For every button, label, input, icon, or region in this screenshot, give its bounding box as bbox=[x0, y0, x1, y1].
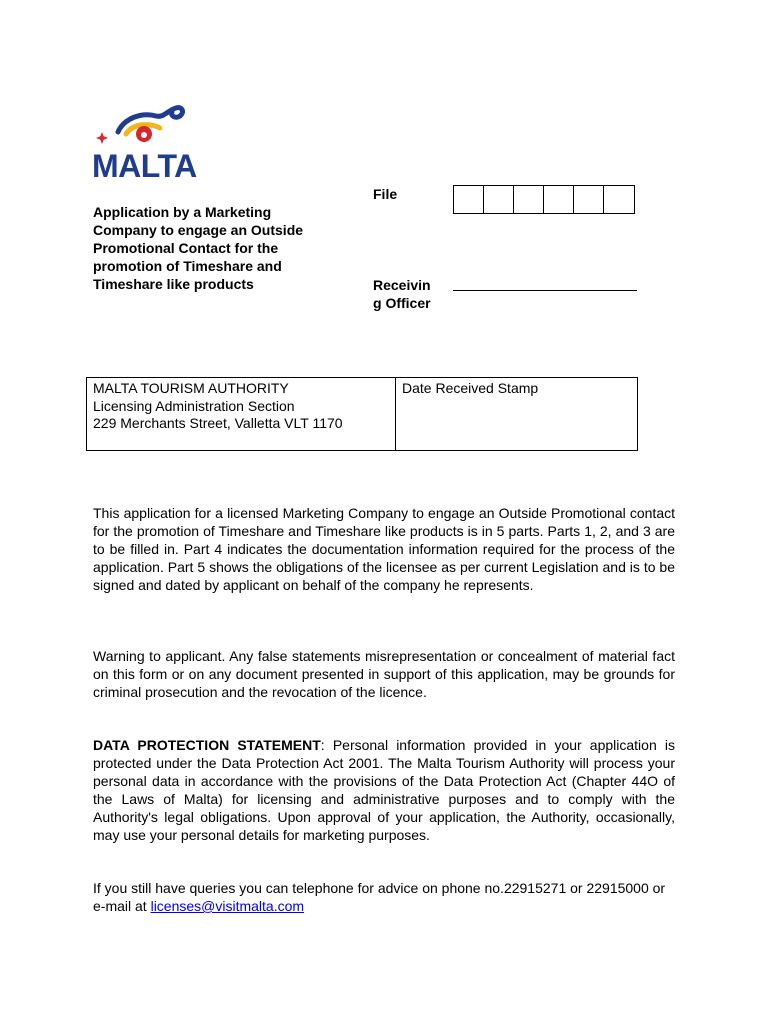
intro-paragraph: This application for a licensed Marketing Company to engage an Outside Promotional contact for the promotion of Timeshare and Timeshare like products is in 5 parts. Parts 1, 2, and 3 are to be filled in. Part 4 indicates the documentation information required for the process of the application. Part 5 shows the obligations of the licensee as per current Legislation and is to be signed and dated by applicant on behalf of the company he represents. bbox=[93, 505, 675, 593]
receiving-officer-label bbox=[373, 276, 445, 312]
contact-text: If you still have queries you can telephone for advice on phone no.22915271 or 22915000 or e-mail at bbox=[93, 880, 666, 914]
form-title-line: Timeshare like products bbox=[93, 276, 254, 292]
authority-section: Licensing Administration Section bbox=[93, 397, 295, 414]
form-title-line: Promotional Contact for the bbox=[93, 240, 279, 256]
receiving-officer-line[interactable] bbox=[453, 290, 637, 291]
data-protection-body: : Personal information provided in your application is protected under the Data Protection Act 2001. The Malta Tourism Authority will process your personal data in accordance with the provisions of the Data Protection Act (Chapter 44O of the Laws of Malta) for licensing and administrative purposes and to comply with the Authority's legal obligations. Upon approval of your application, the Authority, occasionally, may use your personal details for marketing purposes. bbox=[93, 737, 675, 843]
file-label: File bbox=[373, 186, 398, 202]
authority-street: 229 Merchants Street, Valletta VLT 1170 bbox=[93, 415, 343, 431]
form-title-line: Company to engage an Outside bbox=[93, 222, 304, 238]
receiving-officer-label-line1: Receivin bbox=[373, 277, 431, 293]
file-number-box[interactable] bbox=[514, 186, 544, 213]
malta-logo-emblem bbox=[90, 104, 202, 154]
date-received-stamp-label: Date Received Stamp bbox=[402, 380, 539, 396]
authority-address-cell bbox=[87, 378, 396, 450]
date-received-stamp-cell bbox=[396, 378, 637, 450]
warning-paragraph: Warning to applicant. Any false statements misrepresentation or concealment of material fact on this form or on any document presented in support of this application, may be grounds for criminal prosecution and the revocation of the licence. bbox=[93, 648, 675, 700]
file-number-box[interactable] bbox=[604, 186, 634, 213]
file-number-box[interactable] bbox=[544, 186, 574, 213]
contact-paragraph bbox=[93, 879, 675, 915]
form-title bbox=[93, 203, 333, 293]
address-table bbox=[86, 377, 638, 451]
receiving-officer-label-line2: g Officer bbox=[373, 295, 431, 311]
email-link[interactable]: licenses@visitmalta.com bbox=[150, 898, 305, 914]
malta-logo bbox=[90, 104, 202, 184]
logo-wordmark: MALTA bbox=[92, 148, 197, 184]
form-title-line: Application by a Marketing bbox=[93, 204, 272, 220]
file-number-box[interactable] bbox=[484, 186, 514, 213]
data-protection-paragraph bbox=[93, 736, 675, 844]
file-number-box[interactable] bbox=[574, 186, 604, 213]
data-protection-title: DATA PROTECTION STATEMENT bbox=[93, 737, 321, 753]
file-number-box[interactable] bbox=[454, 186, 484, 213]
file-number-boxes bbox=[453, 185, 635, 214]
form-title-line: promotion of Timeshare and bbox=[93, 258, 282, 274]
authority-name: MALTA TOURISM AUTHORITY bbox=[93, 380, 289, 396]
